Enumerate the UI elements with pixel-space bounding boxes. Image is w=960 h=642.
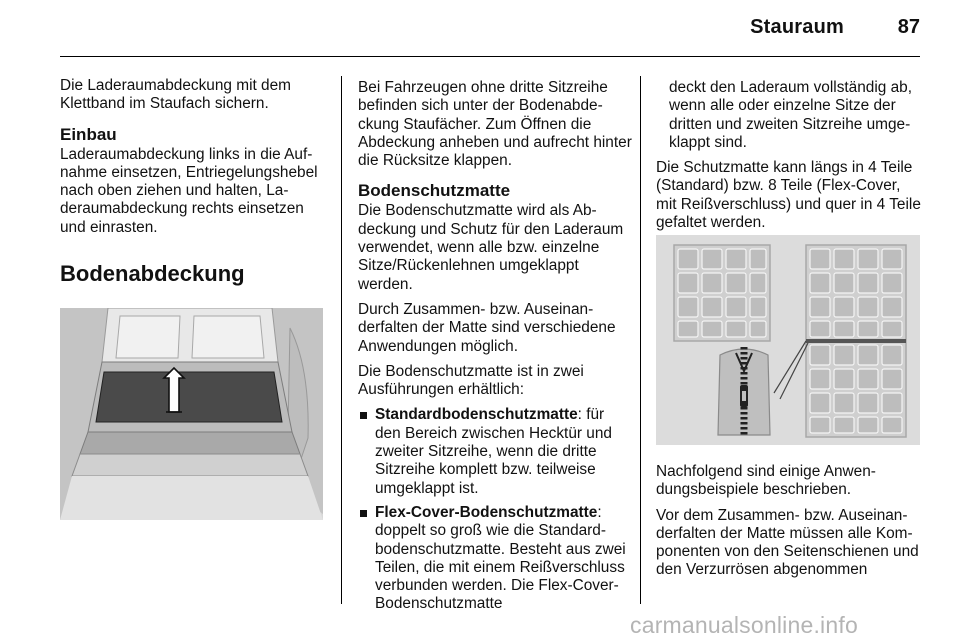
continued-paragraph: deckt den Laderaum vollständig ab, wenn alle oder einzelne Sitze der dritten und zweiten Sitzreihe umgeklappt sind. [669,79,912,151]
zipper-detail [718,347,770,435]
column-3-lower [656,463,922,587]
header-rule [60,56,920,57]
bullet-text: : für den Bereich zwischen Hecktür und zweiter Sitzreihe, wenn die dritte Sitzreihe komplett bzw. teilweise umgeklappt ist. [375,406,612,497]
mat-folding-paragraph: Durch Zusammen- bzw. Auseinanderfalten der Matte sind verschiedene Anwendungen möglich. [358,300,616,355]
floor-mat-illustration [656,235,920,445]
column-divider-2 [640,76,641,604]
mat-versions-paragraph: Die Bodenschutzmatte ist in zwei Ausführungen erhältlich: [358,362,584,399]
standard-mat-panel [674,245,770,341]
header-title: Stauraum [750,16,844,38]
flex-cover-mat-panel [806,245,906,437]
examples-paragraph: Nachfolgend sind einige Anwendungsbeispiele beschrieben. [656,463,876,499]
folding-paragraph: Die Schutzmatte kann längs in 4 Teile (Standard) bzw. 8 Teile (Flex-Cover, mit Reißverschluss) und quer in 4 Teile gefaltet werden. [656,159,921,232]
einbau-paragraph: Laderaumabdeckung links in die Aufnahme einsetzen, Entriegelungshebel nach oben ziehen und halten, Laderaumabdeckung rechts einsetzen und einrasten. [60,145,318,236]
bullet-standard [358,406,634,497]
bodenschutzmatte-heading: Bodenschutzmatte [358,181,511,201]
mat-usage-paragraph: Die Bodenschutzmatte wird als Abdeckung und Schutz für den Laderaum verwendet, wenn alle bzw. einzelne Sitze/Rückenlehnen umgeklappt werden. [358,202,624,293]
column-divider-1 [341,76,342,604]
storage-paragraph: Bei Fahrzeugen ohne dritte Sitzreihe befinden sich unter der Bodenabdeckung Staufächer. Zum Öffnen die Abdeckung anheben und aufrecht hinter die Rücksitze klappen. [358,79,632,170]
bullet-flex-cover [358,504,634,614]
page-number: 87 [897,16,920,38]
section-heading: Bodenabdeckung [60,261,245,287]
bullet-term: Flex-Cover-Bodenschutzmatte [375,503,598,521]
cargo-floor-cover-illustration [60,308,323,520]
column-2 [358,79,634,620]
bullet-text: : doppelt so groß wie die Standardbodenschutzmatte. Besteht aus zwei Teilen, die mit einem Reißverschluss verbunden werden. Die Flex-Cover-Bodenschutzmatte [375,503,626,613]
intro-paragraph: Die Laderaumabdeckung mit dem Klettband im Staufach sichern. [60,77,291,113]
column-1 [60,77,328,305]
removal-paragraph: Vor dem Zusammen- bzw. Auseinanderfalten der Matte müssen alle Komponenten von den Seitenschienen und den Verzurrösen abgenommen [656,506,919,579]
einbau-heading: Einbau [60,124,117,144]
column-3 [656,79,922,239]
footer-watermark: carmanualsonline.info [630,612,858,638]
bullet-term: Standardbodenschutzmatte [375,406,578,424]
